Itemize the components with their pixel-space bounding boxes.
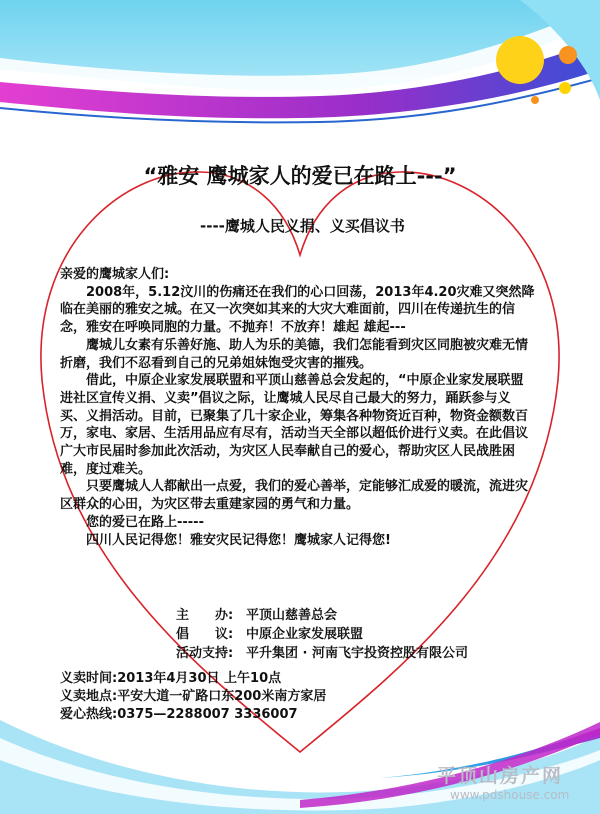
paragraph-6: 四川人民记得您！雅安灾民记得您！鹰城家人记得您! <box>86 532 391 548</box>
event-info-block <box>60 670 326 724</box>
page-title: “雅安 鹰城家人的爱已在路上---” <box>143 164 457 188</box>
page-subtitle: ----鹰城人民义捐、义买倡议书 <box>200 217 405 235</box>
organizer-value: 平顶山慈善总会 <box>246 608 338 623</box>
organizer-row <box>176 606 468 625</box>
paragraph-2: 鹰城儿女素有乐善好施、助人为乐的美德，我们怎能看到灾区同胞被灾难无情折磨，我们不忍看到自己的兄弟姐妹饱受灾害的摧残。 <box>60 337 529 371</box>
orange-dot <box>559 46 577 64</box>
event-info-value: 平安大道一矿路口东200米南方家居 <box>117 689 327 704</box>
organizer-row <box>176 625 468 644</box>
event-info-row <box>60 706 326 724</box>
event-info-label: 义卖时间: <box>60 671 118 686</box>
organizer-value: 平升集团 · 河南飞宇投资控股有限公司 <box>246 646 468 661</box>
paragraph-1: 2008年，5.12汶川的伤痛还在我们的心口回荡，2013年4.20灾难又突然降临在美丽的雅安之城。在又一次突如其来的大灾大难面前，四川在传递抗生的信念，雅安在呼唤同胞的力量。不抛弃！不放弃！雄起 雄起--- <box>60 284 535 336</box>
organizer-label: 倡 议: <box>176 627 234 642</box>
organizers-block <box>176 606 468 663</box>
yellow-dot-large <box>496 36 544 84</box>
event-info-row <box>60 670 326 688</box>
watermark-url: www.pdshouse.com <box>450 788 570 802</box>
letter-body <box>60 266 535 549</box>
yellow-dot-small <box>559 82 571 94</box>
watermark-site-name: 平顶山房产网 <box>437 765 564 787</box>
orange-dot-small <box>531 96 539 104</box>
organizer-label: 活动支持: <box>176 646 234 661</box>
organizer-label: 主 办: <box>176 608 234 623</box>
paragraph-3: 借此，中原企业家发展联盟和平顶山慈善总会发起的，“中原企业家发展联盟进社区宣传义捐、义卖”倡议之际，让鹰城人民尽自己最大的努力，踊跃参与义买、义捐活动。目前，已聚集了几十家企业，筹集各种物资近百种，物资金额数百万，家电、家居、生活用品应有尽有，活动当天全部以超低价进行义卖。在此倡议广大市民届时参加此次活动，为灾区人民奉献自己的爱心，帮助灾区人民战胜困难，度过难关。 <box>60 373 529 477</box>
event-info-value: 2013年4月30日 上午10点 <box>117 671 282 686</box>
paragraph-5: 您的爱已在路上----- <box>86 514 204 530</box>
event-info-row <box>60 688 326 706</box>
organizer-row <box>176 644 468 663</box>
greeting: 亲爱的鹰城家人们: <box>60 267 170 282</box>
event-info-label: 爱心热线: <box>60 707 118 722</box>
organizer-value: 中原企业家发展联盟 <box>246 627 364 642</box>
event-info-value: 0375—2288007 3336007 <box>117 707 298 722</box>
paragraph-4: 只要鹰城人人都献出一点爱，我们的爱心善举，定能够汇成爱的暖流，流进灾区群众的心田，为灾区带去重建家园的勇气和力量。 <box>60 479 529 513</box>
event-info-label: 义卖地点: <box>60 689 118 704</box>
